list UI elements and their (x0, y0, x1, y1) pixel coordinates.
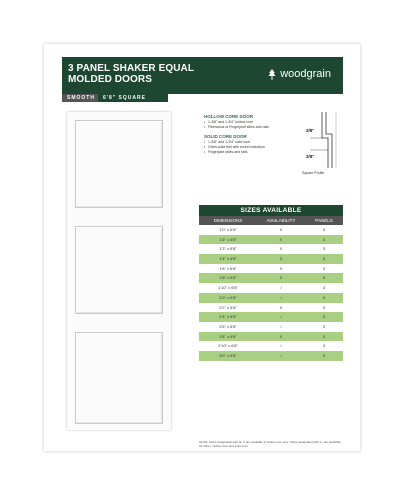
table-cell: 3'0" x 6'8" (219, 352, 237, 358)
table-cell: 3 (322, 236, 326, 242)
spec-item: • 1-3/8" and 1-3/4" hollow core (204, 120, 294, 125)
table-cell: X (279, 304, 283, 310)
table-header (199, 216, 343, 225)
table-row (199, 264, 343, 274)
table-cell: 3 (322, 323, 326, 329)
table-cell: / (280, 285, 282, 291)
spec-item: • Fiberwood or Fingerjoint stiles and rails (204, 125, 294, 130)
table-cell: 2'4" x 6'8" (219, 314, 237, 320)
table-cell: / (280, 352, 282, 358)
table-cell: 3 (322, 275, 326, 281)
profile-label: 6'8" SQUARE (98, 94, 168, 102)
table-row (199, 303, 343, 313)
title-banner (62, 57, 343, 94)
table-row (199, 225, 343, 235)
brand-name: woodgrain (280, 68, 331, 80)
table-row (199, 244, 343, 254)
table-cell: 2'0" x 6'8" (219, 294, 237, 300)
table-cell: 1'10" x 6'8" (218, 285, 238, 291)
table-cell: 2'2" x 6'8" (219, 304, 237, 310)
square-profile-diagram (292, 110, 344, 170)
spec-heading: HOLLOW CORE DOOR (204, 114, 253, 119)
spec-item: • Gives solid feel with sound reduction (204, 145, 294, 150)
door-specifications (204, 114, 294, 159)
spec-list (204, 120, 294, 130)
door-panel-bottom (75, 332, 163, 424)
table-cell: / (280, 294, 282, 300)
table-cell: 3 (322, 314, 326, 320)
table-cell: 1'0" x 6'8" (219, 227, 237, 232)
table-cell: 1'2" x 6'8" (219, 236, 237, 242)
spec-list (204, 140, 294, 155)
sizes-table (199, 205, 343, 361)
spec-item: • 1-3/8" and 1-3/4" solid core (204, 140, 294, 145)
table-cell: 3 (322, 294, 326, 300)
profile-dim-bottom: 3/8" (306, 154, 315, 159)
table-cell: X (279, 246, 283, 252)
table-cell: X (279, 275, 283, 281)
table-cell: 3 (322, 285, 326, 291)
footnote: NOTE: Sizes designated with an X are available in hollow core only. Sizes designated with a / are available for either. Hollow core and solid core. (199, 440, 341, 448)
column-header: AVAILABILITY (266, 218, 296, 223)
table-cell: / (280, 314, 282, 320)
spec-item: • Fingerjoint stiles and rails (204, 150, 294, 155)
table-cell: 3 (322, 227, 326, 232)
table-row (199, 332, 343, 342)
table-cell: 2'6" x 6'8" (219, 323, 237, 329)
table-cell: / (280, 343, 282, 349)
table-cell: 3 (322, 352, 326, 358)
table-row (199, 351, 343, 361)
tree-icon (268, 69, 276, 80)
table-cell: X (279, 265, 283, 271)
finish-label: SMOOTH (62, 94, 98, 102)
table-cell: 1'4" x 6'8" (219, 256, 237, 262)
sizes-title: SIZES AVAILABLE (199, 205, 343, 216)
table-row (199, 235, 343, 245)
table-cell: X (279, 333, 283, 339)
table-row (199, 273, 343, 283)
table-cell: 3 (322, 265, 326, 271)
column-header: DIMENSIONS (213, 218, 243, 223)
profile-caption: Square Profile (302, 171, 325, 175)
profile-dim-top: 3/8" (306, 128, 315, 133)
table-cell: X (279, 227, 283, 232)
spec-sheet (44, 44, 360, 451)
table-cell: / (280, 323, 282, 329)
table-cell: X (279, 236, 283, 242)
table-row (199, 312, 343, 322)
table-row (199, 283, 343, 293)
table-row (199, 341, 343, 351)
table-cell: 3 (322, 304, 326, 310)
table-row (199, 322, 343, 332)
door-panel-middle (75, 226, 163, 314)
door-illustration (67, 112, 171, 430)
brand-logo (268, 68, 331, 80)
table-cell: 2'10" x 6'8" (218, 343, 238, 349)
page-title: 3 PANEL SHAKER EQUAL MOLDED DOORS (68, 63, 194, 85)
table-cell: 3 (322, 246, 326, 252)
table-cell: 3 (322, 343, 326, 349)
table-cell: 1'3" x 6'8" (219, 246, 237, 252)
table-cell: X (279, 256, 283, 262)
door-panel-top (75, 120, 163, 208)
table-row (199, 293, 343, 303)
table-cell: 1'8" x 6'8" (219, 275, 237, 281)
column-header: PANELS (315, 218, 333, 223)
spec-heading: SOLID CORE DOOR (204, 134, 247, 139)
table-cell: 1'6" x 6'8" (219, 265, 237, 271)
table-cell: 3 (322, 333, 326, 339)
table-cell: 3 (322, 256, 326, 262)
table-body (199, 225, 343, 361)
table-cell: 2'8" x 6'8" (219, 333, 237, 339)
door-spec-bar (62, 94, 168, 102)
table-row (199, 254, 343, 264)
